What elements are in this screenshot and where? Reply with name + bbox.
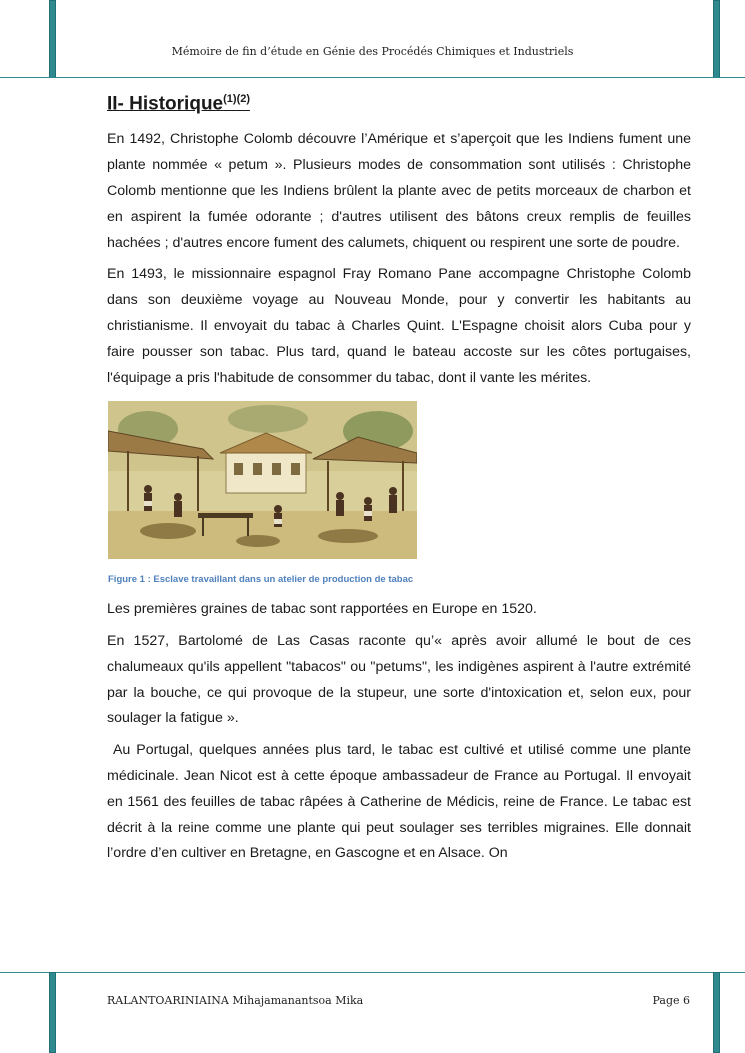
footer-right-bar (713, 972, 720, 1053)
header-right-bar (713, 0, 720, 78)
tobacco-workshop-illustration (108, 401, 417, 559)
footer-left-bar (49, 972, 56, 1053)
paragraph-1527: En 1527, Bartolomé de Las Casas raconte qu’« après avoir allumé le bout de ces chalumeaux qu'ils appellent "tabacos" ou "petums", les indigènes aspirent à l'autre extrémité par la bouche, ce qui provoque de la stupeur, une sorte d'intoxication et, selon eux, pour soulager la fatigue ». (107, 633, 695, 727)
header-title: Mémoire de fin d’étude en Génie des Procédés Chimiques et Industriels (171, 45, 574, 58)
figure-caption: Figure 1 : Esclave travaillant dans un atelier de production de tabac (108, 574, 414, 586)
paragraph-1492: En 1492, Christophe Colomb découvre l’Amérique et s’aperçoit que les Indiens fument une plante nommée « petum ». Plusieurs modes de consommation sont utilisés : Christophe Colomb mentionne que les Indiens brûlent la plante avec de petits morceaux de charbon et en aspirent la fumée odorante ; d'autres utilisent des bâtons creux remplis de feuilles hachées ; d'autres encore fument des calumets, chiquent ou respirent une sorte de poudre. (107, 131, 695, 251)
paragraph-portugal: Au Portugal, quelques années plus tard, le tabac est cultivé et utilisé comme une plante médicinale. Jean Nicot est à cette époque ambassadeur de France au Portugal. Il envoyait en 1561 des feuilles de tabac râpées à Catherine de Médicis, reine de France. Le tabac est décrit à la reine comme une plante qui peut soulager ses terribles migraines. Elle donnait l’ordre d’en cultiver en Bretagne, en Gascogne et en Alsace. On (107, 742, 695, 862)
paragraph-1520: Les premières graines de tabac sont rapportées en Europe en 1520. (107, 601, 537, 618)
footer-rule (0, 972, 745, 973)
figure (108, 401, 691, 585)
page-content (107, 86, 699, 873)
header-rule (0, 77, 745, 78)
page-number: Page 6 (652, 994, 690, 1007)
paragraph-1493: En 1493, le missionnaire espagnol Fray Romano Pane accompagne Christophe Colomb dans son deuxième voyage au Nouveau Monde, pour y convertir les habitants au christianisme. Il envoyait du tabac à Charles Quint. L'Espagne choisit alors Cuba pour y faire pousser son tabac. Plus tard, quand le bateau accoste sur les côtes portugaises, l'équipage a pris l'habitude de consommer du tabac, dont il vante les mérites. (107, 266, 699, 386)
section-refs: (1)(2) (223, 93, 251, 105)
footer-author: RALANTOARINIAINA Mihajamanantsoa Mika (107, 994, 364, 1007)
section-title: II- Historique$^{(1)(2)}$ (107, 93, 251, 115)
header-left-bar (49, 0, 56, 78)
